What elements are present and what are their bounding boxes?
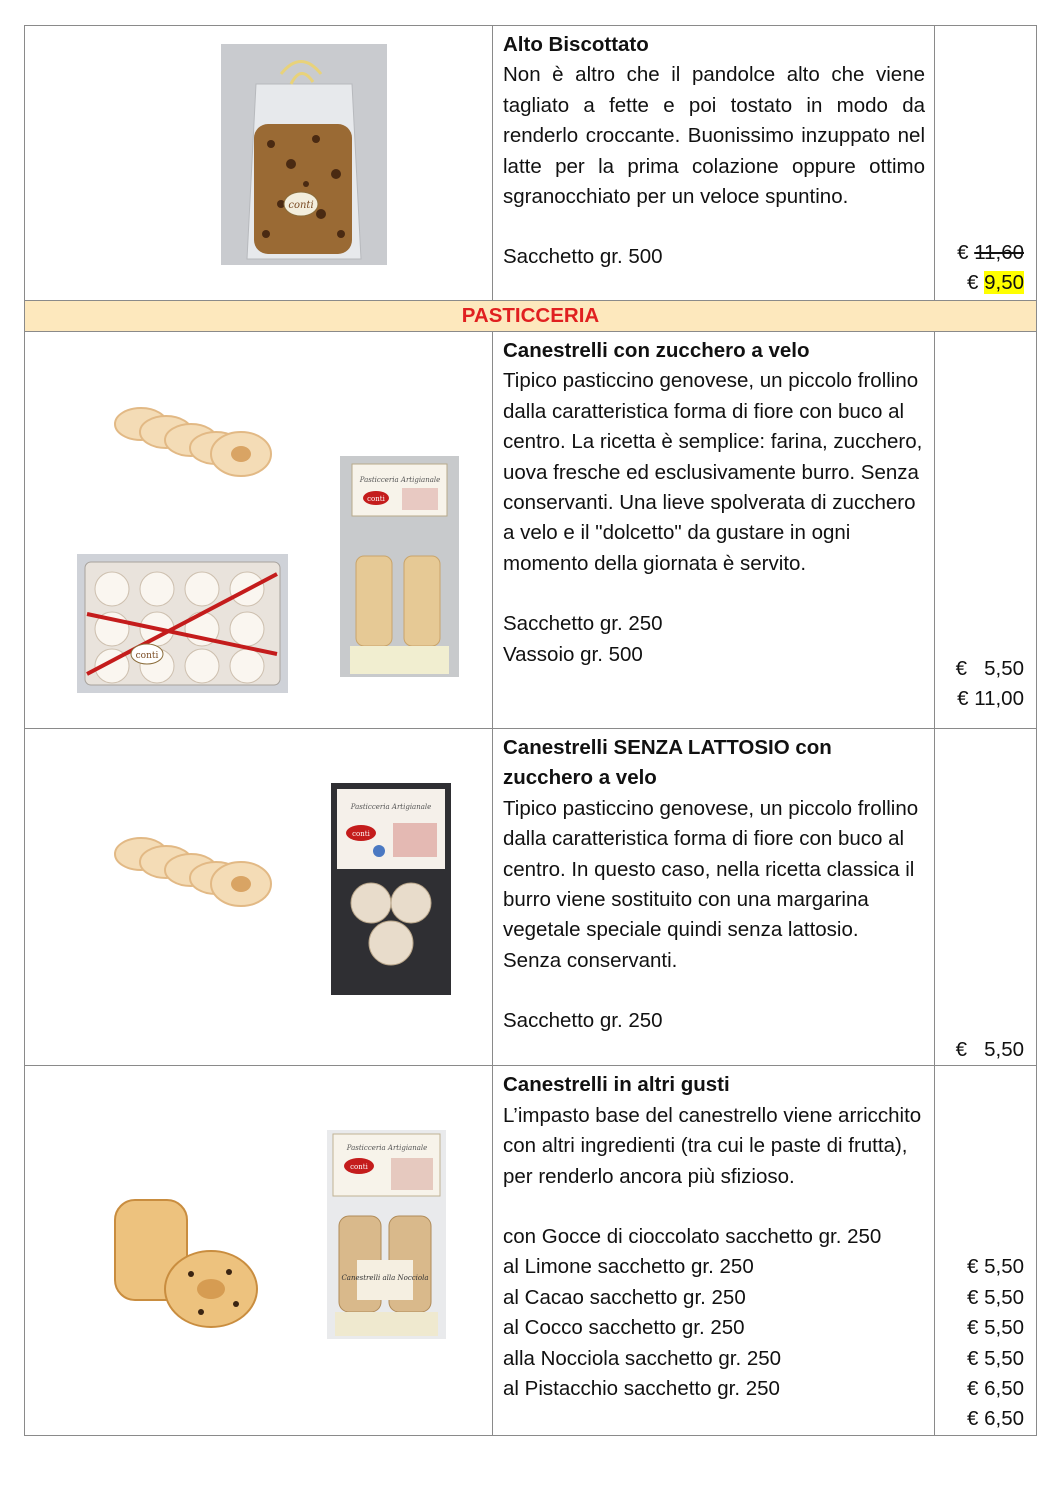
product-description-cell — [493, 729, 935, 1066]
svg-text:Pasticceria Artigianale: Pasticceria Artigianale — [346, 1144, 428, 1153]
product-description: L’impasto base del canestrello viene arricchito con altri ingredienti (tra cui le paste di frutta), per renderlo ancora più sfizioso. — [503, 1103, 922, 1188]
price-value: € 5,50 — [967, 1255, 1024, 1279]
old-price: € 11,60 — [957, 241, 1024, 264]
svg-text:conti: conti — [367, 495, 385, 503]
variant-label: Sacchetto gr. 500 — [503, 245, 663, 269]
product-description: Tipico pasticcino genovese, un piccolo frollino dalla caratteristica forma di fiore con buco al centro. La ricetta è semplice: farina, zucchero, uova fresche ed esclusivamente burro. Senza conservanti. Una lieve spolverata di zucchero a velo e il "dolcetto" da gustare in ogni momento della giornata è servito. — [503, 369, 923, 575]
product-image-cell — [25, 1066, 493, 1435]
product-row-alto-biscottato — [25, 26, 1037, 301]
price-value: € 6,50 — [967, 1407, 1024, 1431]
alto-biscottato-bag-image — [221, 44, 387, 265]
product-table — [24, 25, 1037, 1436]
svg-text:Pasticceria Artigianale: Pasticceria Artigianale — [359, 476, 441, 484]
product-image-cell — [25, 26, 493, 301]
price-value: € 5,50 — [967, 1285, 1024, 1309]
price-value: € 5,50 — [955, 1038, 1024, 1061]
product-price-cell — [935, 1066, 1037, 1435]
product-description-cell — [493, 1066, 935, 1435]
variant-label: Vassoio gr. 500 — [503, 642, 643, 666]
svg-text:Pasticceria Artigianale: Pasticceria Artigianale — [350, 803, 432, 811]
section-header-row — [25, 301, 1037, 332]
senza-lattosio-bag-image — [331, 783, 451, 995]
product-title: Alto Biscottato — [503, 33, 649, 56]
old-price-value: 11,60 — [974, 241, 1024, 264]
product-description: Tipico pasticcino genovese, un piccolo frollino dalla caratteristica forma di fiore con buco al centro. In questo caso, nella ricetta classica il burro viene sostituito con una margarina vegetale speciale quindi senza lattosio. — [503, 796, 919, 942]
product-price-cell — [935, 332, 1037, 729]
canestrelli-nocciola-bag-image — [327, 1130, 446, 1339]
product-price-cell — [935, 26, 1037, 301]
svg-text:conti: conti — [352, 830, 370, 838]
price-value: € 5,50 — [955, 657, 1024, 680]
product-title — [503, 733, 925, 794]
product-title: Canestrelli con zucchero a velo — [503, 339, 810, 362]
product-description-cell — [493, 26, 935, 301]
product-description-cell — [493, 332, 935, 729]
price-value: € 11,00 — [957, 687, 1024, 711]
variant-label: con Gocce di cioccolato sacchetto gr. 250 — [503, 1225, 882, 1249]
price-value: € 5,50 — [967, 1346, 1024, 1370]
product-image-cell — [25, 332, 493, 729]
product-image-cell — [25, 729, 493, 1066]
canestrelli-gusti-cookies-image — [111, 1194, 261, 1334]
variant-label: al Pistacchio sacchetto gr. 250 — [503, 1377, 780, 1401]
price-value: € 6,50 — [967, 1377, 1024, 1401]
svg-text:conti: conti — [135, 651, 159, 661]
current-price: € 9,50 — [966, 271, 1024, 295]
svg-text:Canestrelli alla Nocciola: Canestrelli alla Nocciola — [341, 1274, 429, 1283]
section-title: PASTICCERIA — [25, 301, 1037, 332]
canestrelli-bag-image — [340, 456, 459, 677]
variant-label: Sacchetto gr. 250 — [503, 1009, 663, 1033]
product-row-canestrelli — [25, 332, 1037, 729]
product-description: Non è altro che il pandolce alto che viene tagliato a fette e poi tostato in modo da renderlo croccante. Buonissimo inzuppato nel latte per la prima colazione oppure ottimo sgranocchiato per un veloce spuntino. — [503, 63, 925, 209]
variant-label: al Limone sacchetto gr. 250 — [503, 1255, 754, 1279]
variant-label: al Cacao sacchetto gr. 250 — [503, 1285, 746, 1309]
price-value: € 5,50 — [967, 1316, 1024, 1340]
current-price-value: 9,50 — [984, 271, 1024, 295]
variant-label: al Cocco sacchetto gr. 250 — [503, 1316, 745, 1340]
product-row-canestrelli-altri-gusti — [25, 1066, 1037, 1435]
product-title-line2: zucchero a velo — [503, 766, 657, 790]
variant-label: Sacchetto gr. 250 — [503, 612, 663, 636]
canestrelli-tray-image — [77, 554, 288, 693]
conti-logo-text: conti — [288, 200, 314, 211]
product-title-line1: Canestrelli SENZA LATTOSIO con — [503, 736, 832, 759]
variant-label: alla Nocciola sacchetto gr. 250 — [503, 1346, 782, 1370]
product-row-canestrelli-senza-lattosio — [25, 729, 1037, 1066]
product-note: Senza conservanti. — [503, 948, 678, 972]
price-list-page — [24, 25, 1036, 1436]
canestrelli-cookies-image — [111, 394, 281, 494]
svg-text:conti: conti — [350, 1163, 368, 1172]
product-title: Canestrelli in altri gusti — [503, 1073, 730, 1097]
product-price-cell — [935, 729, 1037, 1066]
canestrelli-cookies-image — [111, 824, 281, 924]
